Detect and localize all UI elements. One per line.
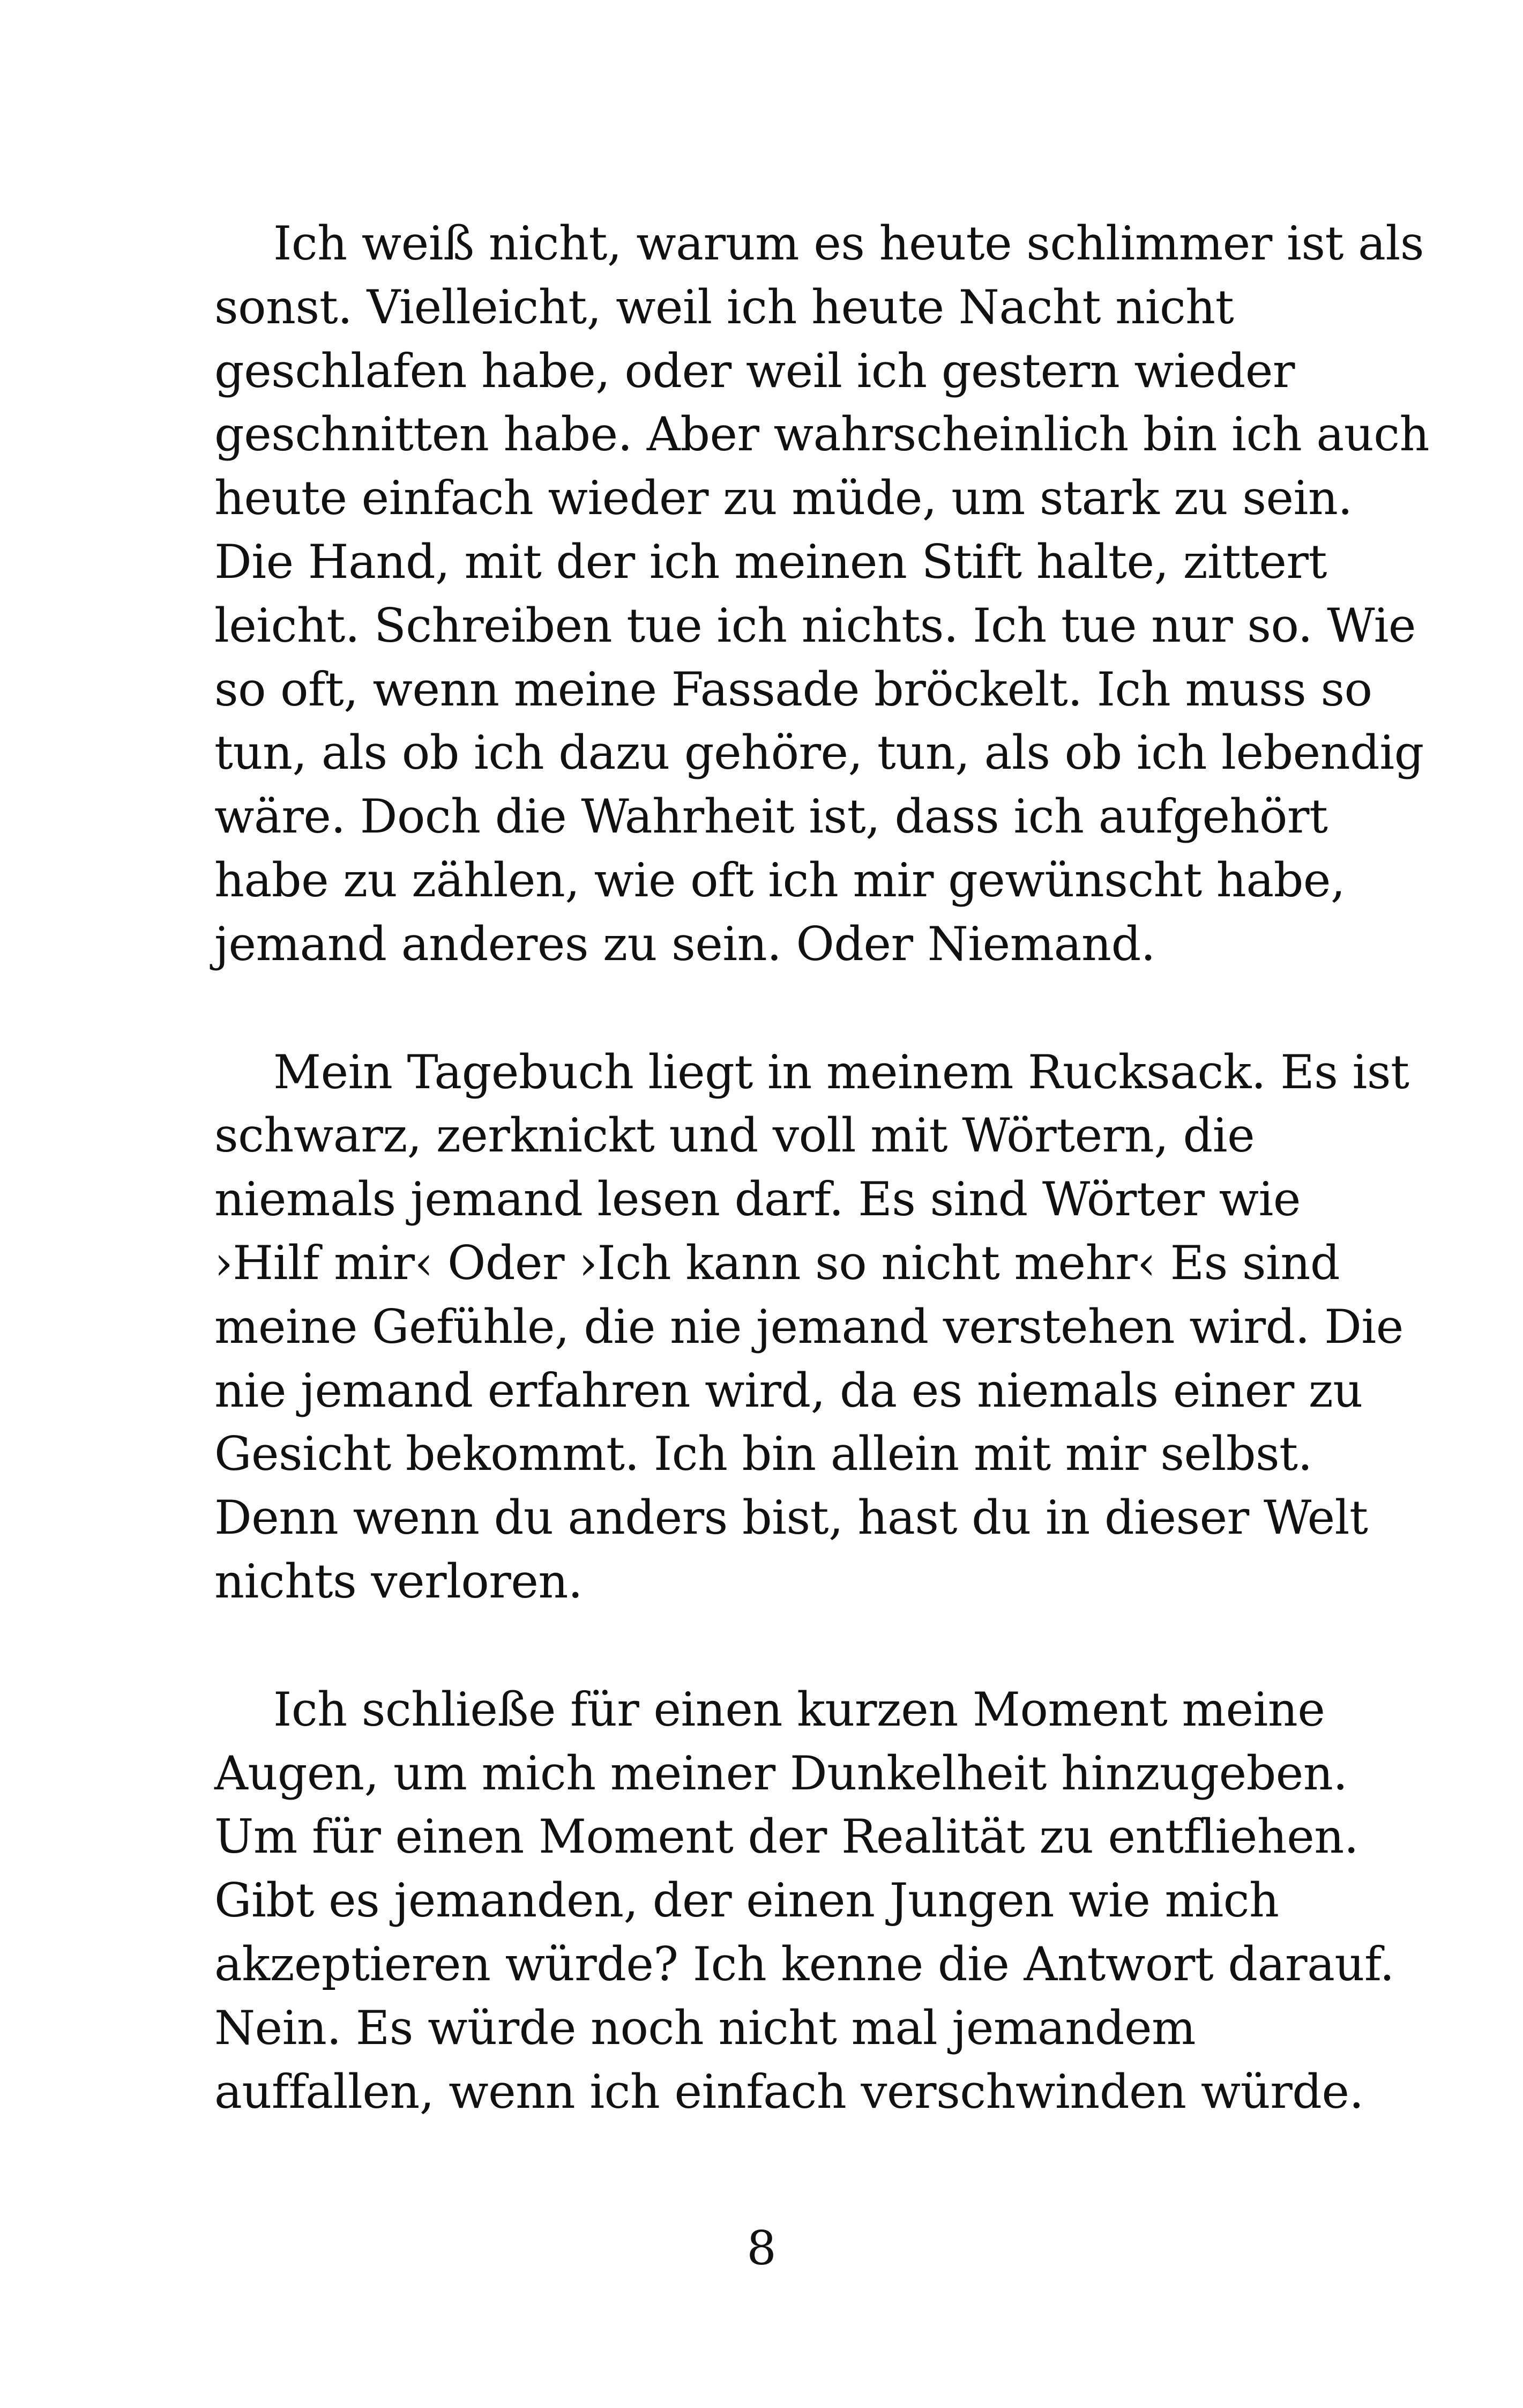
body-text (214, 212, 1430, 2123)
text-line: ›Hilf mir‹ Oder ›Ich kann so nicht mehr‹ Es sind (214, 1235, 1340, 1290)
text-line: geschnitten habe. Aber wahrscheinlich bin ich auch (214, 407, 1430, 462)
text-line: Gibt es jemanden, der einen Jungen wie mich (214, 1873, 1279, 1928)
text-line: sonst. Vielleicht, weil ich heute Nacht nicht (214, 279, 1234, 335)
paragraph-3 (214, 1678, 1394, 2124)
text-line: schwarz, zerknickt und voll mit Wörtern, die (214, 1108, 1255, 1163)
text-line: Nein. Es würde noch nicht mal jemandem (214, 2000, 1196, 2055)
text-line: Ich weiß nicht, warum es heute schlimmer ist als (273, 216, 1424, 271)
text-line: Ich schließe für einen kurzen Moment meine (273, 1682, 1325, 1737)
text-line: Um für einen Moment der Realität zu entfliehen. (214, 1809, 1358, 1864)
text-line: niemals jemand lesen darf. Es sind Wörter wie (214, 1172, 1301, 1227)
text-line: jemand anderes zu sein. Oder Niemand. (214, 916, 1155, 971)
text-line: geschlafen habe, oder weil ich gestern wieder (214, 343, 1295, 398)
text-line: leicht. Schreiben tue ich nichts. Ich tue nur so. Wie (214, 598, 1416, 653)
text-line: heute einfach wieder zu müde, um stark zu sein. (214, 471, 1353, 526)
text-line: tun, als ob ich dazu gehöre, tun, als ob ich lebendig (214, 725, 1424, 781)
text-line: habe zu zählen, wie oft ich mir gewünscht habe, (214, 852, 1346, 908)
text-line: meine Gefühle, die nie jemand verstehen wird. Die (214, 1299, 1403, 1354)
text-line: Augen, um mich meiner Dunkelheit hinzugeben. (214, 1745, 1348, 1801)
text-line: Mein Tagebuch liegt in meinem Rucksack. Es ist (273, 1044, 1409, 1099)
text-line: wäre. Doch die Wahrheit ist, dass ich aufgehört (214, 789, 1328, 844)
text-line: Gesicht bekommt. Ich bin allein mit mir selbst. (214, 1426, 1312, 1482)
text-line: nie jemand erfahren wird, da es niemals einer zu (214, 1363, 1363, 1418)
paragraph-2 (214, 1041, 1409, 1614)
text-line: so oft, wenn meine Fassade bröckelt. Ich muss so (214, 662, 1372, 717)
text-line: Die Hand, mit der ich meinen Stift halte, zittert (214, 534, 1327, 589)
text-line: auffallen, wenn ich einfach verschwinden würde. (214, 2064, 1364, 2119)
text-line: akzeptieren würde? Ich kenne die Antwort darauf. (214, 1936, 1394, 1991)
text-line: Denn wenn du anders bist, hast du in dieser Welt (214, 1490, 1368, 1545)
text-line: nichts verloren. (214, 1554, 583, 1609)
page-number: 8 (746, 2221, 777, 2276)
paragraph-1 (214, 212, 1430, 976)
